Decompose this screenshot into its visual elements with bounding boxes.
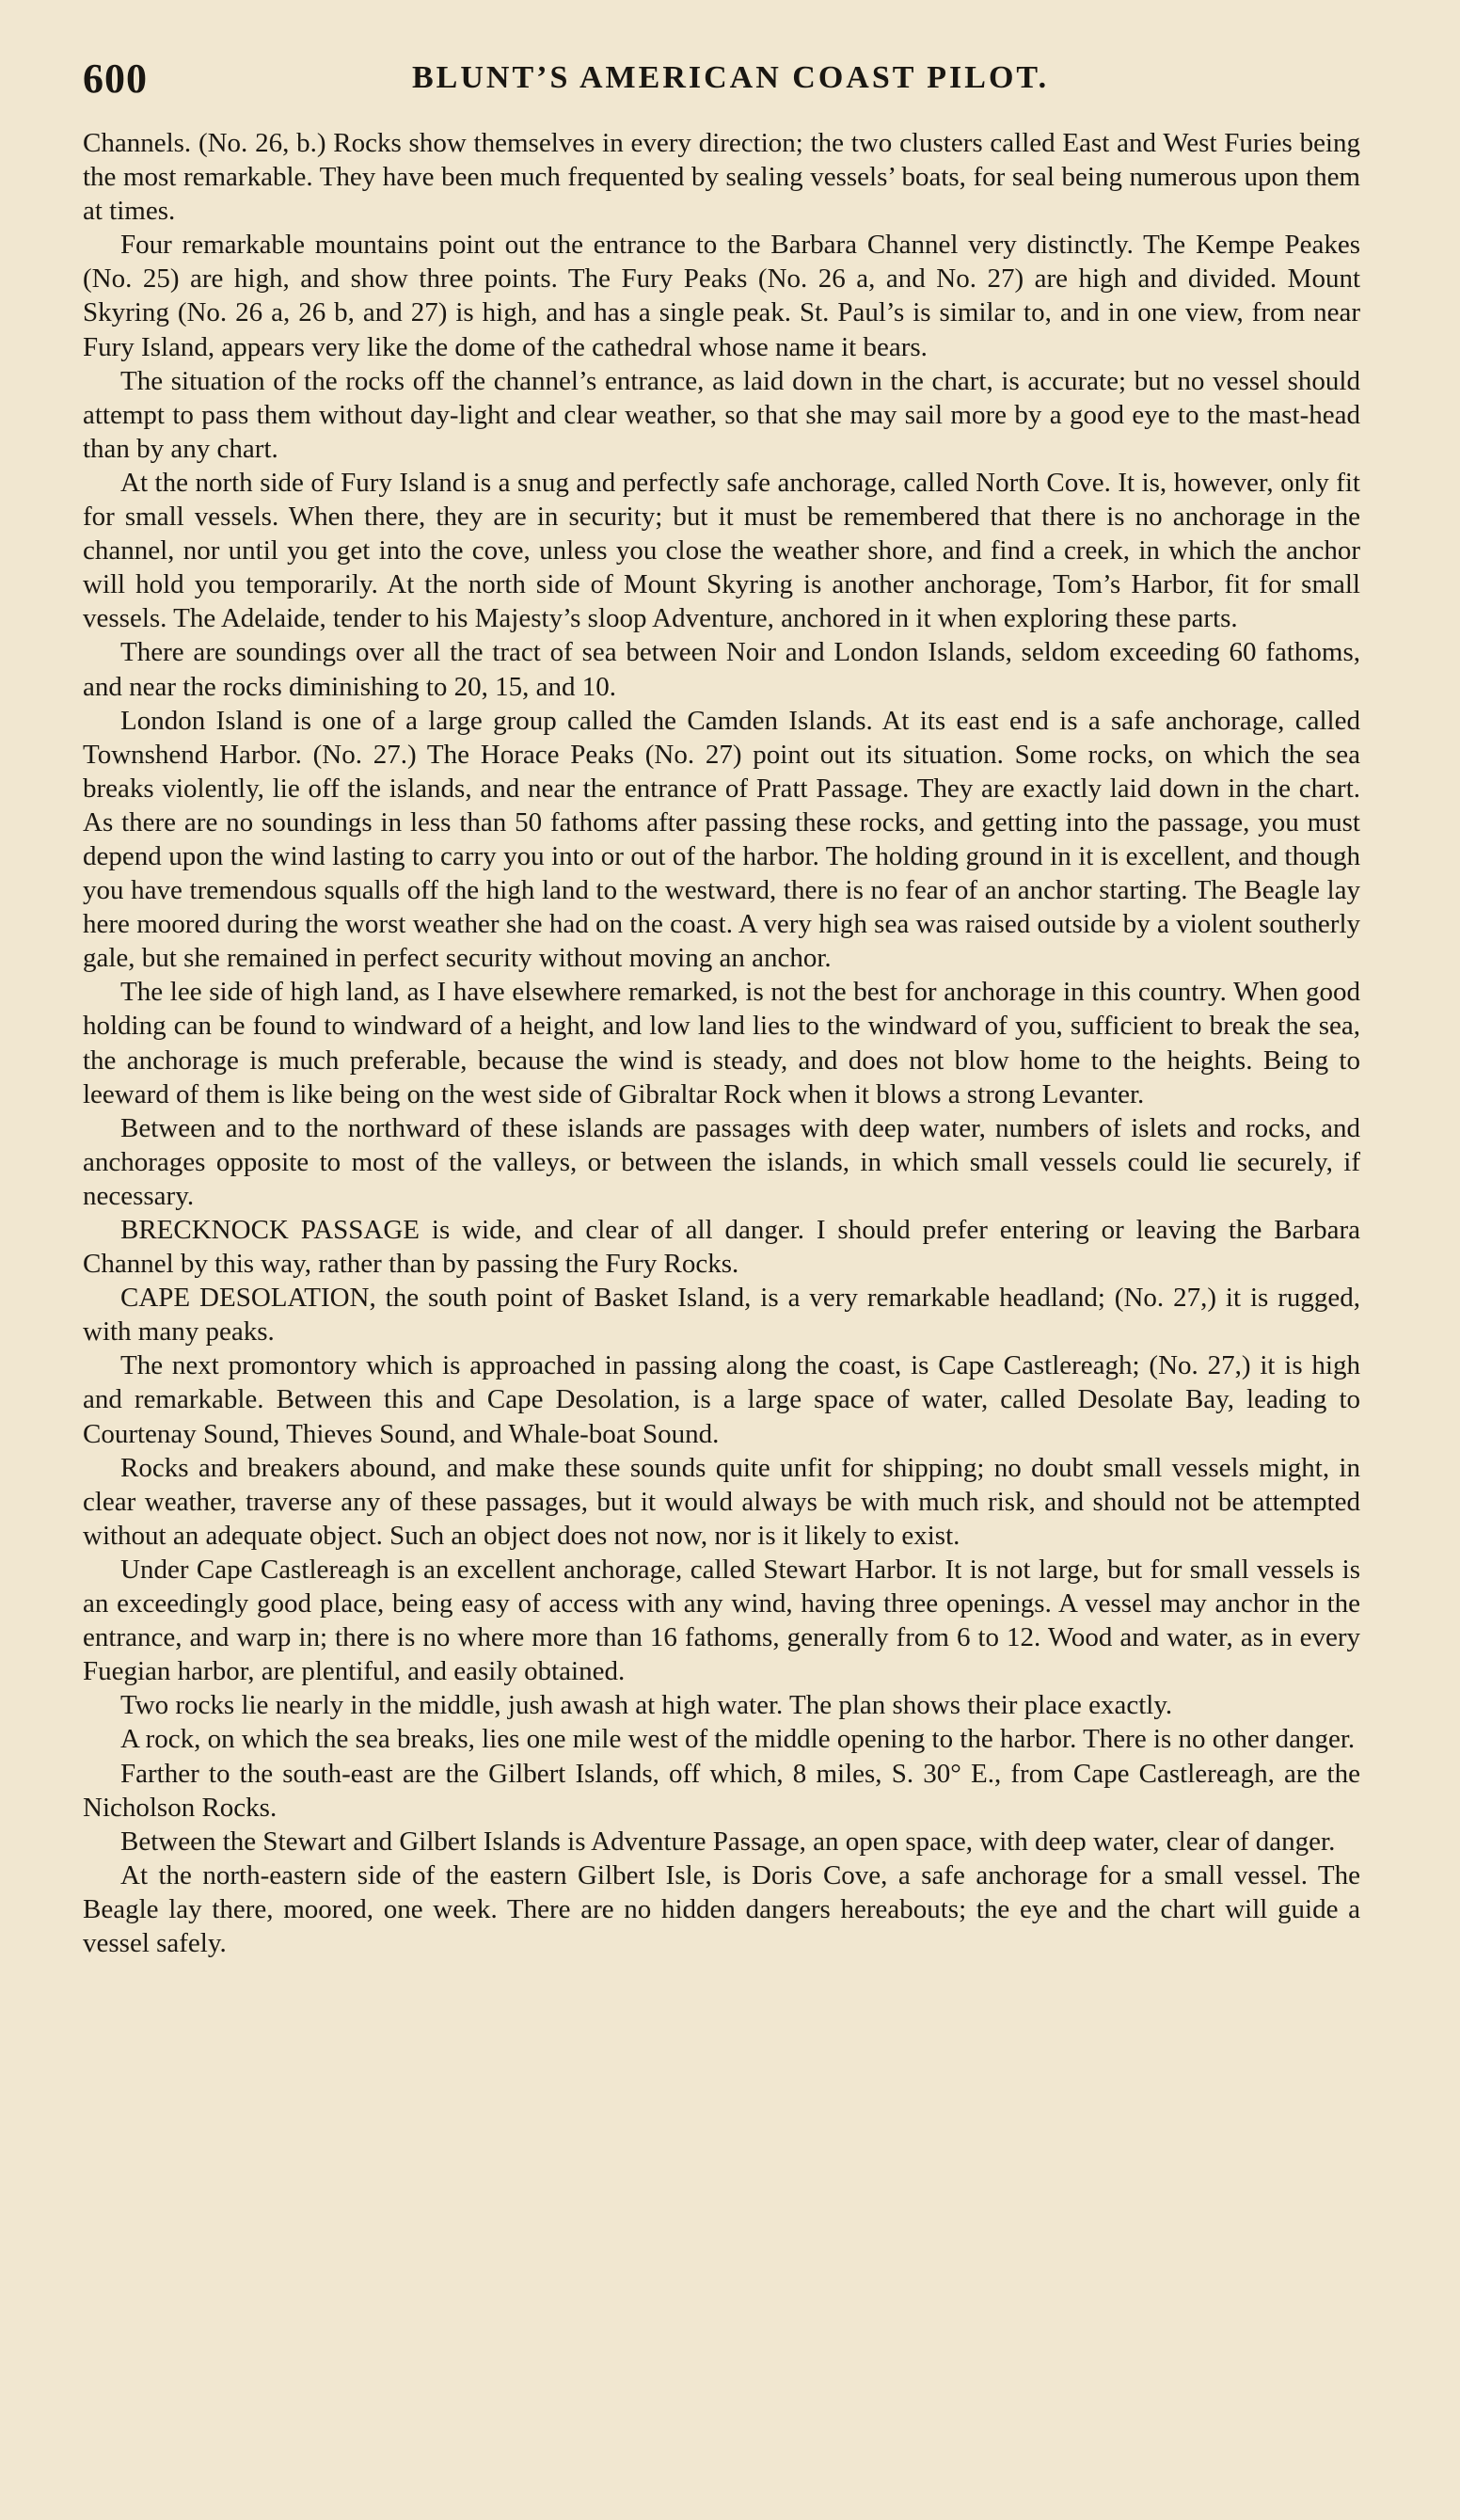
paragraph: Between and to the northward of these islands are passages with deep water, numbers of islets and rocks, and anchorages opposite to most of the valleys, or between the islands, in which small vessels could lie securely, if necessary.	[83, 1112, 1360, 1211]
paragraph: Channels. (No. 26, b.) Rocks show themselves in every direction; the two clusters called East and West Furies being the most remarkable. They have been much frequented by sealing vessels’ boats, for seal being numerous upon them at times.	[83, 128, 1360, 227]
paragraph: At the north-eastern side of the eastern Gilbert Isle, is Doris Cove, a safe anchorage for a small vessel. The Beagle lay there, moored, one week. There are no hidden dangers hereabouts; the eye and the chart will guide a vessel safely.	[83, 1859, 1360, 1958]
page-header	[83, 55, 1362, 111]
paragraph: The lee side of high land, as I have elsewhere remarked, is not the best for anchorage in this country. When good holding can be found to windward of a height, and low land lies to the windward of you, sufficient to break the sea, the anchorage is much preferable, because the wind is steady, and does not blow home to the heights. Being to leeward of them is like being on the west side of Gibraltar Rock when it blows a strong Levanter.	[83, 977, 1360, 1109]
paragraph: The next promontory which is approached in passing along the coast, is Cape Castlereagh; (No. 27,) it is high and remarkable. Between this and Cape Desolation, is a large space of water, called Desolate Bay, leading to Courtenay Sound, Thieves Sound, and Whale-boat Sound.	[83, 1350, 1360, 1449]
paragraph: There are soundings over all the tract of sea between Noir and London Islands, seldom exceeding 60 fathoms, and near the rocks diminishing to 20, 15, and 10.	[83, 637, 1360, 702]
paragraph: Four remarkable mountains point out the entrance to the Barbara Channel very distinctly. The Kempe Peakes (No. 25) are high, and show three points. The Fury Peaks (No. 26 a, and No. 27) are high and divided. Mount Skyring (No. 26 a, 26 b, and 27) is high, and has a single peak. St. Paul’s is similar to, and in one view, from near Fury Island, appears very like the dome of the cathedral whose name it bears.	[83, 230, 1360, 362]
paragraph: A rock, on which the sea breaks, lies one mile west of the middle opening to the harbor. There is no other danger.	[120, 1724, 1356, 1755]
paragraph: London Island is one of a large group called the Camden Islands. At its east end is a safe anchorage, called Townshend Harbor. (No. 27.) The Horace Peaks (No. 27) point out its situation. Some rocks, on which the sea breaks violently, lie off the islands, and near the entrance of Pratt Passage. They are exactly laid down in the chart. As there are no soundings in less than 50 fathoms after passing these rocks, and getting into the passage, you must depend upon the wind lasting to carry you into or out of the harbor. The holding ground in it is excellent, and though you have tremendous squalls off the high land to the westward, there is no fear of an anchor starting. The Beagle lay here moored during the worst weather she had on the coast. A very high sea was raised outside by a violent southerly gale, but she remained in perfect security without moving an anchor.	[83, 705, 1360, 974]
paragraph: Two rocks lie nearly in the middle, jush awash at high water. The plan shows their place exactly.	[120, 1690, 1173, 1721]
paragraph: Under Cape Castlereagh is an excellent anchorage, called Stewart Harbor. It is not large, but for small vessels is an exceedingly good place, being easy of access with any wind, having three openings. A vessel may anchor in the entrance, and warp in; there is no where more than 16 fathoms, generally from 6 to 12. Wood and water, as in every Fuegian harbor, are plentiful, and easily obtained.	[83, 1554, 1360, 1687]
paragraph: Rocks and breakers abound, and make these sounds quite unfit for shipping; no doubt small vessels might, in clear weather, traverse any of these passages, but it would always be with much risk, and should not be attempted without an adequate object. Such an object does not now, nor is it likely to exist.	[83, 1452, 1360, 1551]
paragraph: The situation of the rocks off the channel’s entrance, as laid down in the chart, is accurate; but no vessel should attempt to pass them without day-light and clear weather, so that she may sail more by a good eye to the mast-head than by any chart.	[83, 365, 1360, 464]
running-head: BLUNT’S AMERICAN COAST PILOT.	[412, 60, 1050, 95]
paragraph: CAPE DESOLATION, the south point of Basket Island, is a very remarkable headland; (No. 27,) it is rugged, with many peaks.	[83, 1283, 1360, 1348]
page-number: 600	[83, 56, 148, 102]
paragraph: Farther to the south-east are the Gilbert Islands, off which, 8 miles, S. 30° E., from Cape Castlereagh, are the Nicholson Rocks.	[83, 1758, 1360, 1823]
paragraph: Between the Stewart and Gilbert Islands is Adventure Passage, an open space, with deep water, clear of danger.	[120, 1826, 1336, 1857]
body-text	[83, 126, 1360, 1960]
paragraph: BRECKNOCK PASSAGE is wide, and clear of all danger. I should prefer entering or leaving the Barbara Channel by this way, rather than by passing the Fury Rocks.	[83, 1215, 1360, 1280]
paragraph: At the north side of Fury Island is a snug and perfectly safe anchorage, called North Cove. It is, however, only fit for small vessels. When there, they are in security; but it must be remembered that there is no anchorage in the channel, nor until you get into the cove, unless you close the weather shore, and find a creek, in which the anchor will hold you temporarily. At the north side of Mount Skyring is another anchorage, Tom’s Harbor, fit for small vessels. The Adelaide, tender to his Majesty’s sloop Adventure, anchored in it when exploring these parts.	[83, 467, 1360, 634]
